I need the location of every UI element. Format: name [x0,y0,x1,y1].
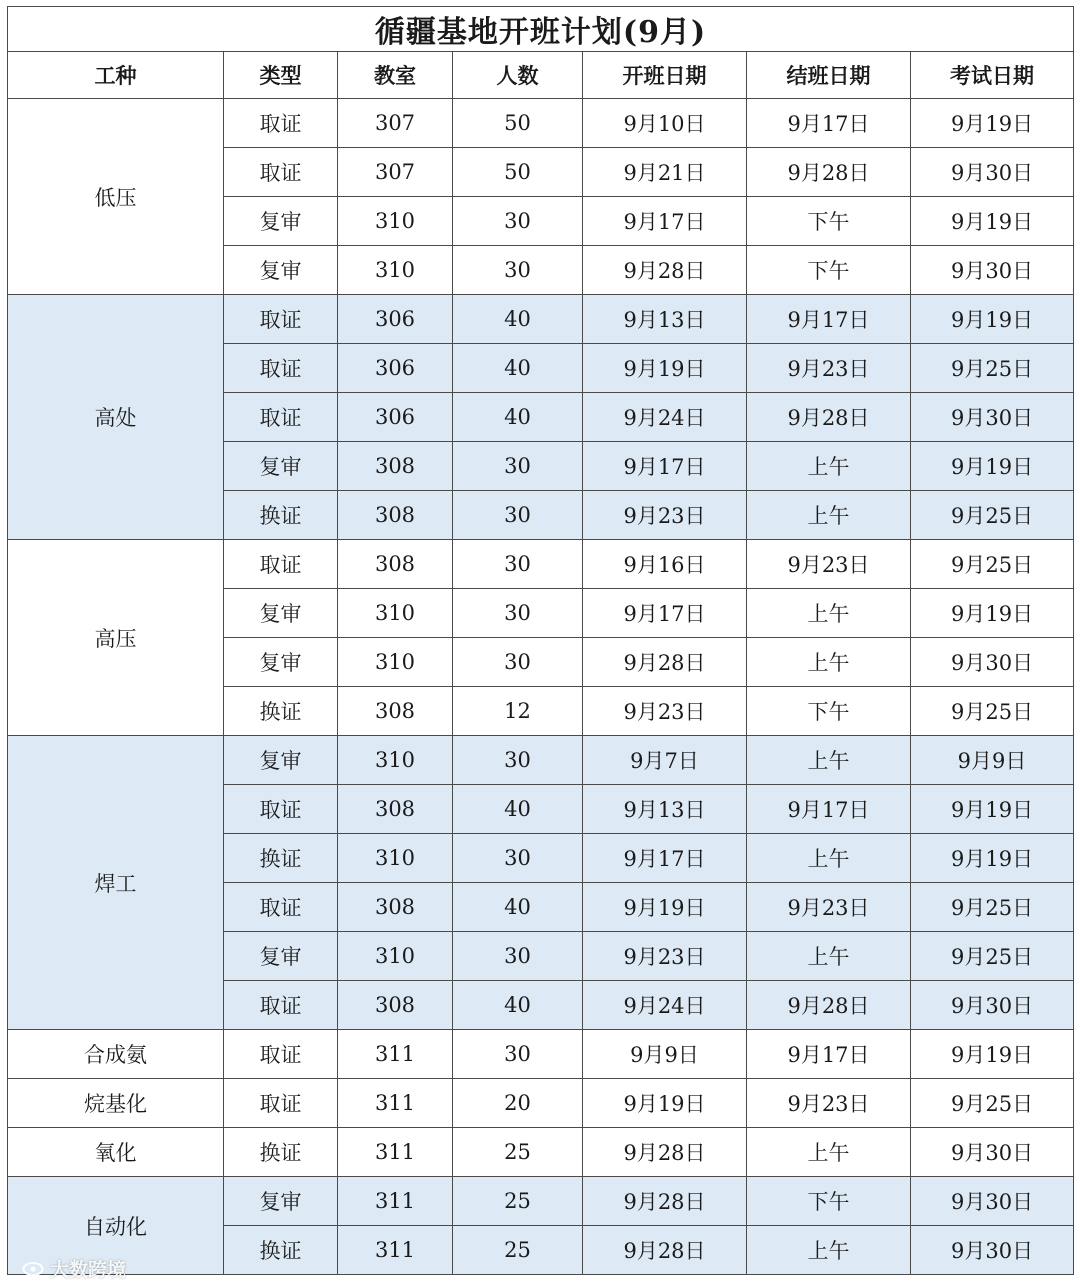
cell-start-date: 9月28日 [583,246,747,295]
cell-trade: 烷基化 [8,1079,224,1128]
cell-exam-date: 9月30日 [911,148,1074,197]
cell-start-date: 9月28日 [583,1226,747,1275]
cell-end-date: 下午 [747,1177,911,1226]
cell-headcount: 30 [453,540,583,589]
cell-type: 取证 [224,883,338,932]
cell-headcount: 20 [453,1079,583,1128]
cell-headcount: 30 [453,246,583,295]
cell-classroom: 310 [338,638,453,687]
cell-exam-date: 9月25日 [911,491,1074,540]
header-type: 类型 [224,52,338,99]
cell-type: 取证 [224,99,338,148]
cell-start-date: 9月16日 [583,540,747,589]
cell-start-date: 9月19日 [583,883,747,932]
cell-classroom: 310 [338,589,453,638]
header-classroom: 教室 [338,52,453,99]
cell-classroom: 311 [338,1177,453,1226]
cell-classroom: 306 [338,295,453,344]
cell-headcount: 25 [453,1128,583,1177]
cell-end-date: 上午 [747,442,911,491]
cell-type: 复审 [224,736,338,785]
cell-headcount: 50 [453,99,583,148]
watermark [22,1255,126,1282]
cell-trade: 低压 [8,99,224,295]
cell-start-date: 9月17日 [583,834,747,883]
cell-headcount: 25 [453,1177,583,1226]
cell-end-date: 上午 [747,589,911,638]
cell-exam-date: 9月19日 [911,834,1074,883]
cell-end-date: 下午 [747,197,911,246]
cell-trade: 自动化 [8,1177,224,1275]
cell-type: 复审 [224,638,338,687]
cell-type: 取证 [224,785,338,834]
cell-end-date: 9月17日 [747,99,911,148]
cell-headcount: 40 [453,393,583,442]
cell-headcount: 30 [453,442,583,491]
cell-classroom: 307 [338,148,453,197]
cell-exam-date: 9月30日 [911,1128,1074,1177]
cell-end-date: 9月17日 [747,785,911,834]
cell-end-date: 9月28日 [747,393,911,442]
cell-start-date: 9月17日 [583,442,747,491]
table-row [8,540,1074,589]
cell-exam-date: 9月30日 [911,1226,1074,1275]
cell-trade: 高压 [8,540,224,736]
cell-type: 取证 [224,540,338,589]
cell-headcount: 30 [453,197,583,246]
cell-trade: 氧化 [8,1128,224,1177]
header-trade: 工种 [8,52,224,99]
cell-headcount: 12 [453,687,583,736]
cell-exam-date: 9月30日 [911,246,1074,295]
cell-headcount: 40 [453,295,583,344]
cell-exam-date: 9月19日 [911,785,1074,834]
cell-end-date: 上午 [747,834,911,883]
cell-classroom: 310 [338,736,453,785]
table-row [8,1128,1074,1177]
cell-type: 复审 [224,246,338,295]
cell-classroom: 308 [338,981,453,1030]
cell-end-date: 9月23日 [747,1079,911,1128]
cell-type: 换证 [224,1226,338,1275]
cell-exam-date: 9月19日 [911,589,1074,638]
cell-headcount: 30 [453,834,583,883]
cell-exam-date: 9月25日 [911,540,1074,589]
cell-exam-date: 9月30日 [911,393,1074,442]
table-row [8,1177,1074,1226]
cell-end-date: 上午 [747,736,911,785]
cell-start-date: 9月28日 [583,1177,747,1226]
cell-end-date: 上午 [747,932,911,981]
cell-trade: 焊工 [8,736,224,1030]
cell-start-date: 9月19日 [583,1079,747,1128]
cell-headcount: 25 [453,1226,583,1275]
cell-type: 复审 [224,932,338,981]
cell-headcount: 40 [453,883,583,932]
cell-exam-date: 9月30日 [911,1177,1074,1226]
cell-end-date: 下午 [747,687,911,736]
cell-type: 复审 [224,442,338,491]
cell-exam-date: 9月19日 [911,295,1074,344]
cell-start-date: 9月28日 [583,638,747,687]
cell-type: 取证 [224,981,338,1030]
cell-classroom: 308 [338,442,453,491]
cell-exam-date: 9月25日 [911,344,1074,393]
cell-type: 复审 [224,197,338,246]
cell-start-date: 9月17日 [583,197,747,246]
cell-end-date: 9月23日 [747,540,911,589]
table-body [8,99,1074,1275]
cell-type: 复审 [224,589,338,638]
cell-type: 换证 [224,687,338,736]
cell-start-date: 9月23日 [583,687,747,736]
cell-classroom: 311 [338,1226,453,1275]
cell-classroom: 310 [338,246,453,295]
cell-end-date: 上午 [747,1226,911,1275]
cell-classroom: 306 [338,344,453,393]
cell-end-date: 下午 [747,246,911,295]
cell-exam-date: 9月30日 [911,981,1074,1030]
cell-headcount: 30 [453,638,583,687]
cell-classroom: 311 [338,1079,453,1128]
cell-type: 换证 [224,1128,338,1177]
cell-start-date: 9月13日 [583,295,747,344]
cell-exam-date: 9月25日 [911,687,1074,736]
cell-start-date: 9月21日 [583,148,747,197]
watermark-text: 大数跨境 [50,1259,127,1281]
header-headcount: 人数 [453,52,583,99]
cell-start-date: 9月7日 [583,736,747,785]
cell-end-date: 9月17日 [747,295,911,344]
cell-exam-date: 9月19日 [911,1030,1074,1079]
cell-end-date: 上午 [747,638,911,687]
cell-start-date: 9月10日 [583,99,747,148]
cell-type: 换证 [224,491,338,540]
cell-exam-date: 9月9日 [911,736,1074,785]
cell-headcount: 40 [453,981,583,1030]
cell-headcount: 40 [453,785,583,834]
cell-headcount: 50 [453,148,583,197]
cell-classroom: 311 [338,1128,453,1177]
table-row [8,1079,1074,1128]
cell-type: 换证 [224,834,338,883]
cell-exam-date: 9月25日 [911,1079,1074,1128]
cell-start-date: 9月9日 [583,1030,747,1079]
cell-type: 取证 [224,1079,338,1128]
cell-end-date: 上午 [747,491,911,540]
cell-classroom: 306 [338,393,453,442]
cell-classroom: 310 [338,834,453,883]
table-row [8,1030,1074,1079]
header-exam-date: 考试日期 [911,52,1074,99]
cell-classroom: 308 [338,491,453,540]
cell-classroom: 310 [338,197,453,246]
header-start-date: 开班日期 [583,52,747,99]
cell-classroom: 308 [338,785,453,834]
cell-start-date: 9月19日 [583,344,747,393]
cell-trade: 合成氨 [8,1030,224,1079]
cell-headcount: 30 [453,589,583,638]
header-end-date: 结班日期 [747,52,911,99]
cell-start-date: 9月13日 [583,785,747,834]
cell-classroom: 311 [338,1030,453,1079]
cell-start-date: 9月28日 [583,1128,747,1177]
table-row [8,99,1074,148]
cell-headcount: 30 [453,1030,583,1079]
cell-exam-date: 9月25日 [911,932,1074,981]
cell-type: 取证 [224,344,338,393]
cell-headcount: 30 [453,736,583,785]
cell-end-date: 上午 [747,1128,911,1177]
cell-classroom: 307 [338,99,453,148]
cell-type: 取证 [224,148,338,197]
cell-type: 复审 [224,1177,338,1226]
cell-headcount: 30 [453,491,583,540]
cell-start-date: 9月17日 [583,589,747,638]
cell-type: 取证 [224,295,338,344]
cell-start-date: 9月23日 [583,491,747,540]
cell-exam-date: 9月25日 [911,883,1074,932]
cell-start-date: 9月24日 [583,981,747,1030]
cell-end-date: 9月23日 [747,344,911,393]
header-row [8,52,1074,99]
schedule-table [7,6,1074,1275]
cell-start-date: 9月24日 [583,393,747,442]
cell-type: 取证 [224,393,338,442]
cell-classroom: 308 [338,883,453,932]
cell-start-date: 9月23日 [583,932,747,981]
table-row [8,736,1074,785]
cell-classroom: 308 [338,540,453,589]
eye-logo-icon [22,1261,44,1277]
cell-exam-date: 9月30日 [911,638,1074,687]
cell-end-date: 9月17日 [747,1030,911,1079]
cell-end-date: 9月23日 [747,883,911,932]
cell-trade: 高处 [8,295,224,540]
cell-headcount: 30 [453,932,583,981]
cell-end-date: 9月28日 [747,981,911,1030]
cell-headcount: 40 [453,344,583,393]
cell-classroom: 308 [338,687,453,736]
cell-exam-date: 9月19日 [911,99,1074,148]
cell-exam-date: 9月19日 [911,442,1074,491]
cell-exam-date: 9月19日 [911,197,1074,246]
table-row [8,295,1074,344]
table-title: 循疆基地开班计划(9月) [8,7,1074,52]
cell-classroom: 310 [338,932,453,981]
cell-end-date: 9月28日 [747,148,911,197]
cell-type: 取证 [224,1030,338,1079]
